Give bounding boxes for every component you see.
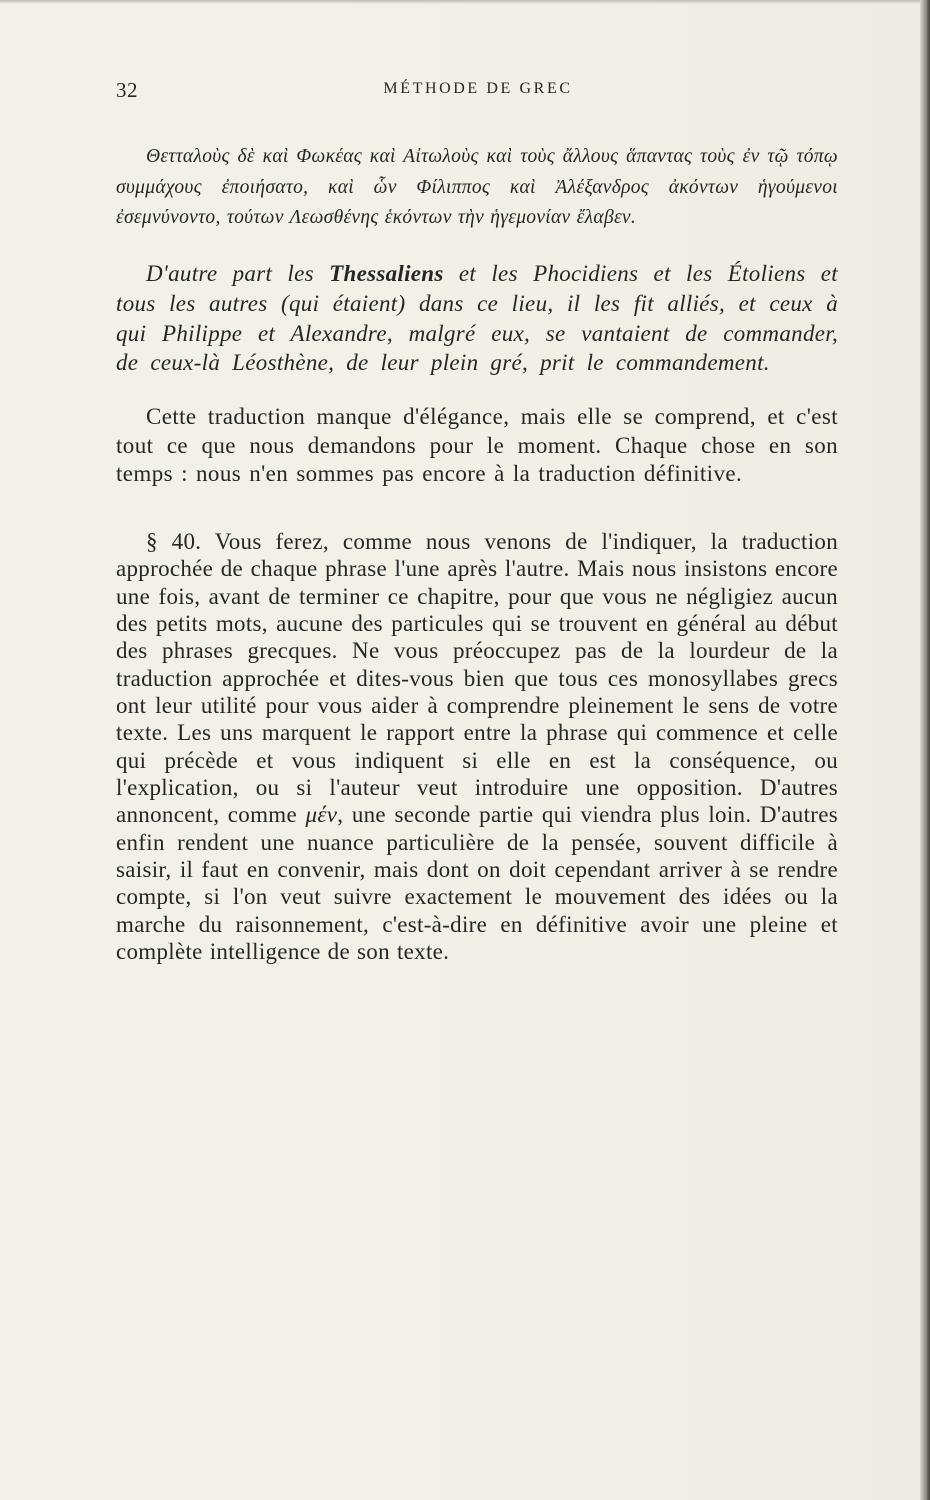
section-40-part-2: , une seconde partie qui viendra plus loin. D'autres enfin rendent une nuance particulière de la pensée, souvent difficile à saisir, il faut en convenir, mais dont on doit cependant arriver à se rendre compte, si l'on veut suivre exactement le mouvement des idées ou la marche du raisonnement, c'est-à-dire en définitive avoir une pleine et complète intelligence de son texte. bbox=[116, 802, 838, 965]
greek-passage-text: Θετταλοὺς δὲ καὶ Φωκέας καὶ Αἰτωλοὺς καὶ τοὺς ἄλλους ἅπαντας τοὺς ἐν τῷ τόπῳ συμμάχους ἐποιήσατο, καὶ ὧν Φίλιππος καὶ Ἀλέξανδρος ἀκόντων ἡγούμενοι ἐσεμνύνοντο, τούτων Λεωσθένης ἑκόντων τὴν ἡγεμονίαν ἔλαβεν. bbox=[116, 146, 838, 228]
comment-text: Cette traduction manque d'élégance, mais elle se comprend, et c'est tout ce que nous demandons pour le moment. Chaque chose en son temps : nous n'en sommes pas encore à la traduction définitive. bbox=[116, 404, 838, 486]
translation-part-1: D'autre part les bbox=[146, 261, 330, 286]
translation-part-2: et les Phocidiens et les Étoliens et tous les autres (qui étaient) dans ce lieu, il les fit alliés, et ceux à qui Philippe et Alexandre, malgré eux, se vantaient de commander, de ceux-là Léosthène, de leur plein gré, prit le commandement. bbox=[116, 261, 838, 376]
page-number: 32 bbox=[116, 78, 138, 102]
page-right-edge-shadow bbox=[920, 0, 930, 1500]
translation-bold-word: Thessaliens bbox=[329, 261, 444, 286]
page-top-shadow bbox=[0, 0, 930, 4]
section-40-greek-word: μέν bbox=[305, 802, 338, 828]
section-40-paragraph bbox=[116, 528, 838, 966]
translator-comment bbox=[116, 403, 838, 489]
section-40-part-1: § 40. Vous ferez, comme nous venons de l'indiquer, la traduction approchée de chaque phrase l'une après l'autre. Mais nous insistons encore une fois, avant de terminer ce chapitre, pour que vous ne négligiez aucun des petits mots, aucune des particules qui se trouvent en général au début des phrases grecques. Ne vous préoccupez pas de la lourdeur de la traduction approchée et dites-vous bien que tous ces monosyllabes grecs ont leur utilité pour vous aider à comprendre pleinement le sens de votre texte. Les uns marquent le rapport entre la phrase qui commence et celle qui précède et vous indiquent si elle en est la conséquence, ou l'explication, ou si l'auteur veut introduire une opposition. D'autres annoncent, comme bbox=[116, 529, 838, 828]
page-header bbox=[116, 78, 840, 104]
greek-passage bbox=[116, 142, 838, 234]
running-title: MÉTHODE DE GREC bbox=[383, 80, 573, 97]
french-translation bbox=[116, 259, 838, 378]
